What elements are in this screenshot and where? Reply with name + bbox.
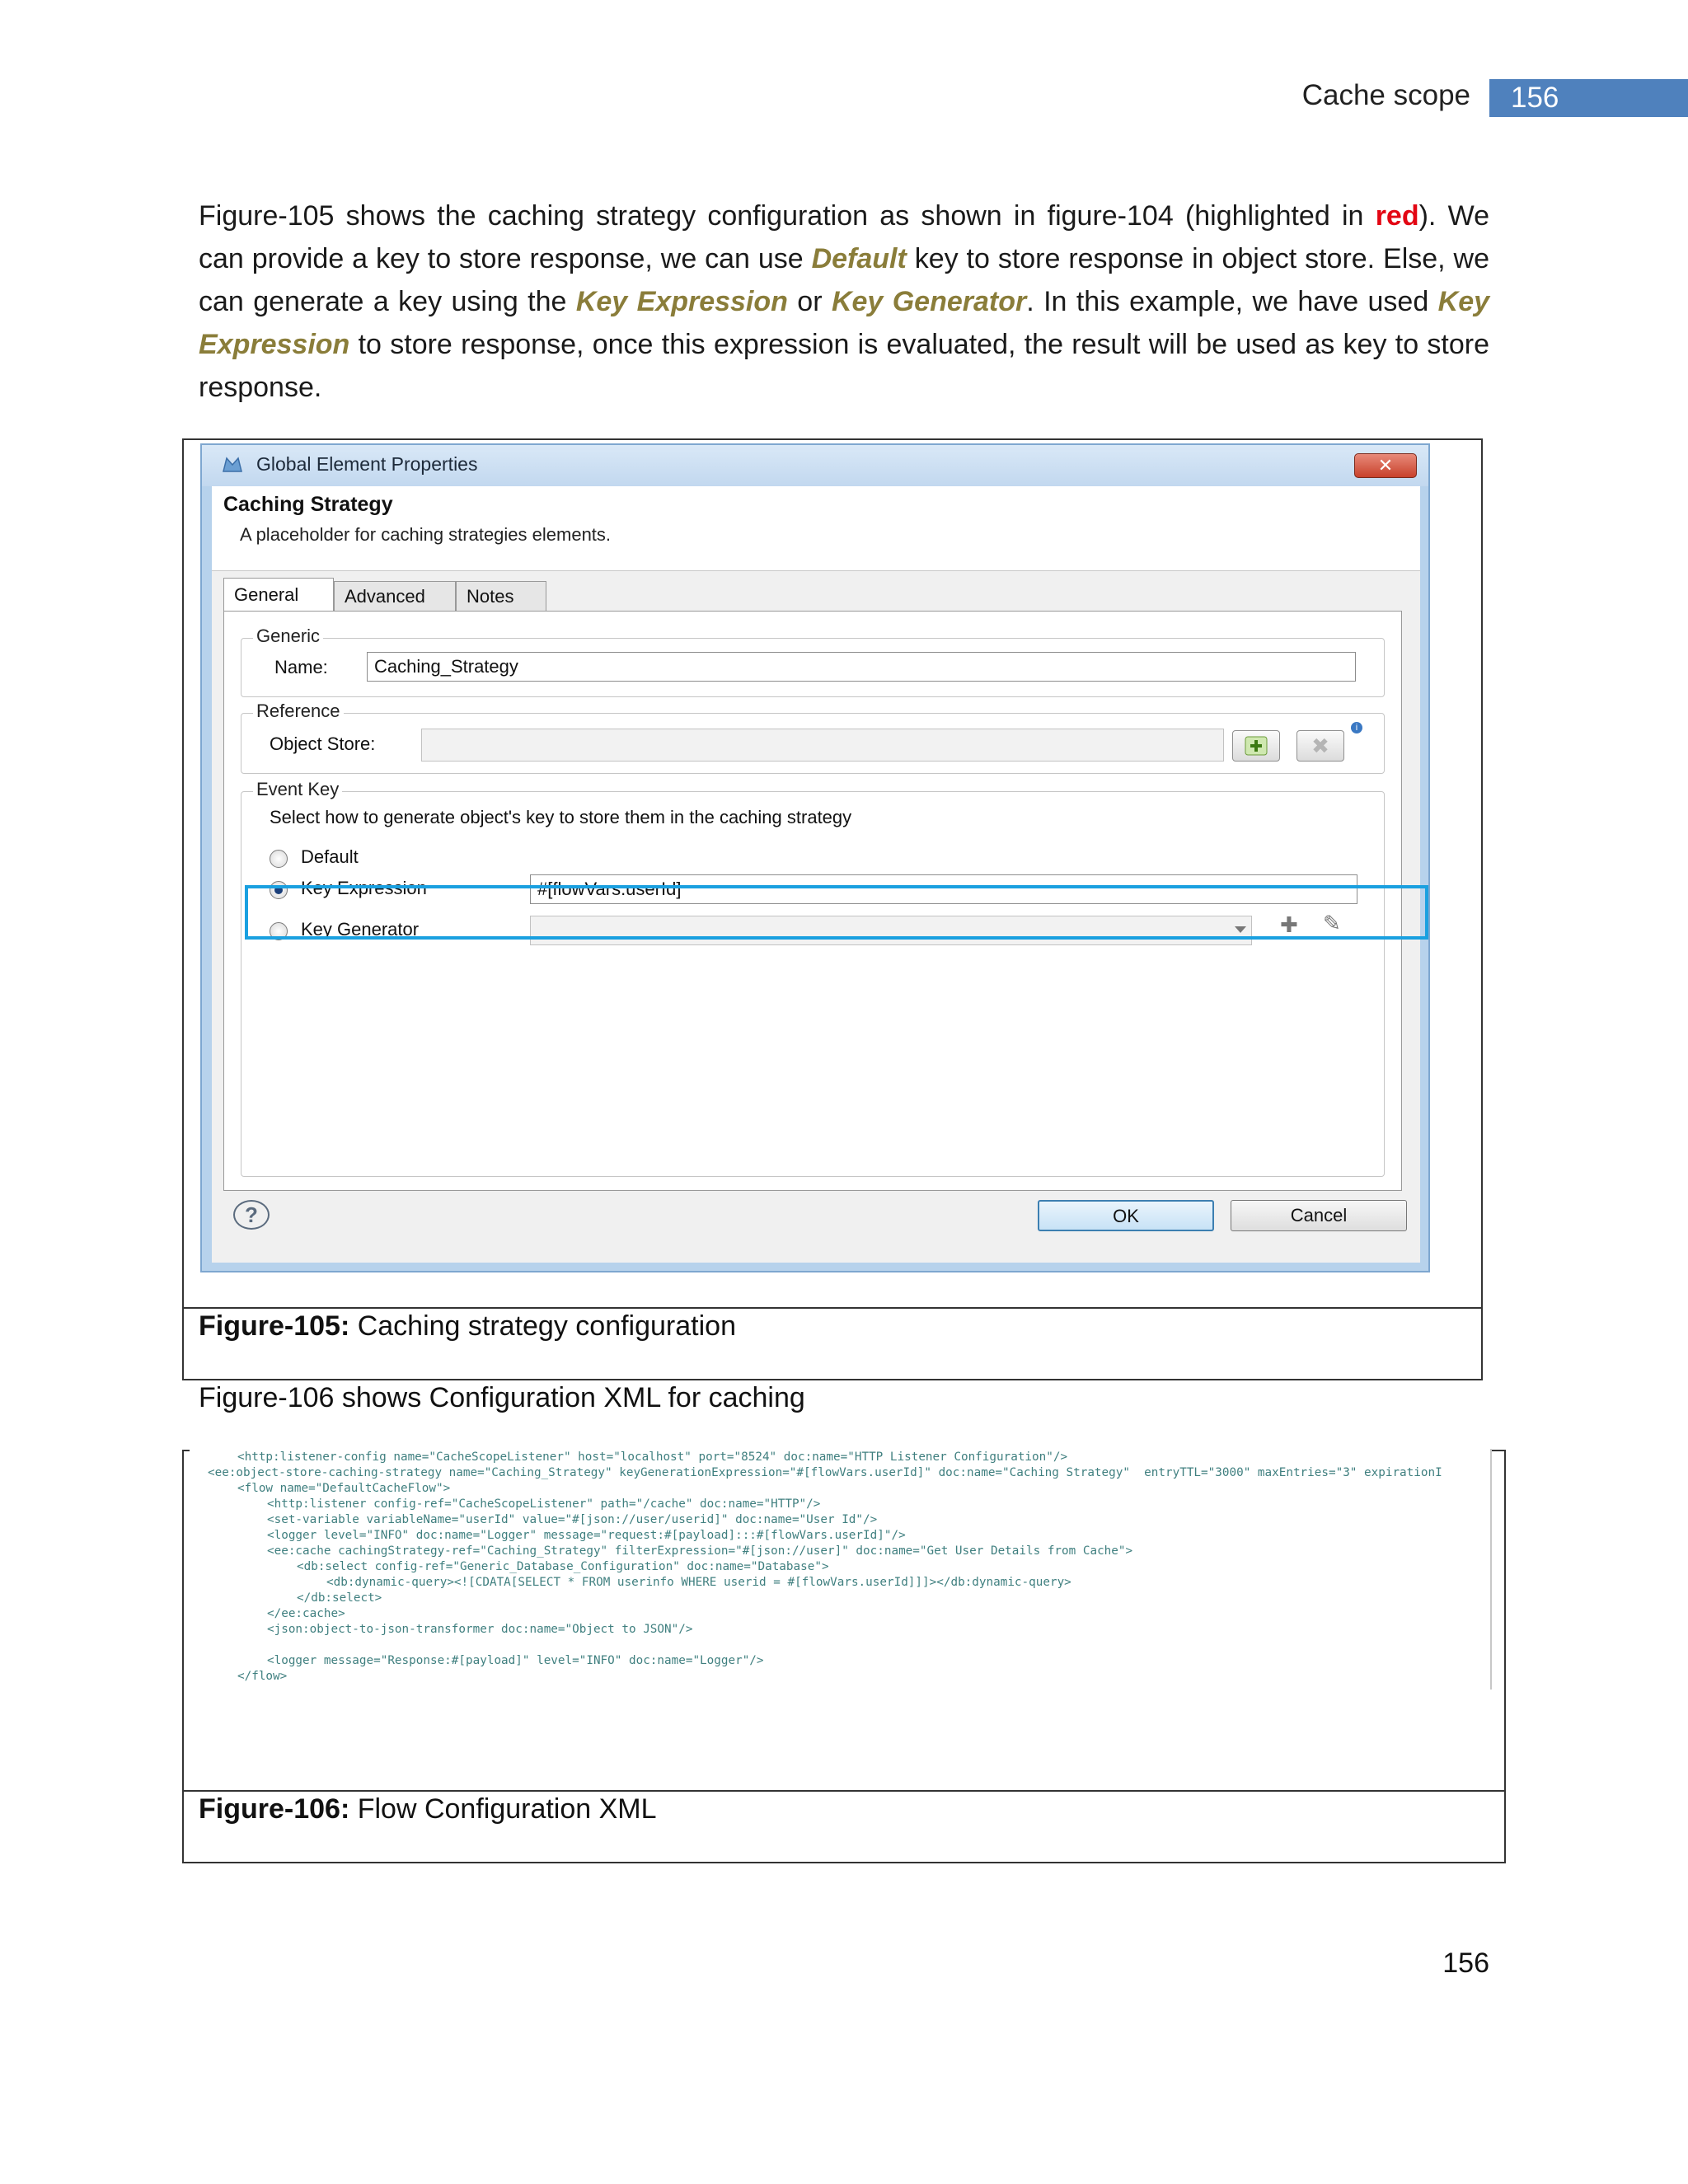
tab-general[interactable]: General	[223, 578, 334, 611]
page-number-badge: 156	[1489, 79, 1688, 117]
event-key-group-label: Event Key	[253, 779, 342, 800]
intro-text-6: to store response, once this expression is evaluated, the result will be used as key to store response.	[199, 329, 1489, 403]
figure-106-intro: Figure-106 shows Configuration XML for caching	[199, 1382, 805, 1413]
code-line: <set-variable variableName="userId" value="#[json://user/userid]" doc:name="User Id"/>	[267, 1513, 878, 1526]
reference-group	[241, 701, 1385, 774]
tab-advanced[interactable]: Advanced	[334, 581, 456, 611]
code-line: <logger message="Response:#[payload]" level="INFO" doc:name="Logger"/>	[267, 1654, 764, 1667]
intro-red-word: red	[1375, 200, 1419, 232]
footer-page-number: 156	[1442, 1947, 1489, 1979]
intro-text-3: key to store response in object store. Else, we can generate a key using the	[199, 243, 1489, 317]
intro-text-1: Figure-105 shows the caching strategy configuration as shown in figure-104 (highlighted in	[199, 200, 1376, 232]
code-line: <logger level="INFO" doc:name="Logger" message="request:#[payload]:::#[flowVars.userId]"/>	[267, 1529, 906, 1542]
dialog-body	[212, 486, 1420, 1263]
plus-icon	[1242, 735, 1270, 757]
dialog-heading: Caching Strategy	[223, 493, 393, 516]
object-store-label: Object Store:	[270, 733, 376, 754]
close-button[interactable]	[1354, 453, 1417, 478]
code-scroll-rail	[1490, 1449, 1492, 1690]
intro-key-generator-term: Key Generator	[831, 286, 1027, 317]
code-line: <http:listener config-ref="CacheScopeListener" path="/cache" doc:name="HTTP"/>	[267, 1497, 821, 1511]
name-label: Name:	[274, 657, 328, 677]
code-line: <ee:cache cachingStrategy-ref="Caching_Strategy" filterExpression="#[json://user]" doc:name="Get User Details from Cache">	[267, 1544, 1133, 1558]
mule-app-icon	[222, 455, 243, 475]
help-icon: ?	[245, 1202, 258, 1227]
intro-text-2: ). We can provide a key to store response, we can use	[199, 200, 1489, 274]
figure-105-caption-text: Caching strategy configuration	[349, 1310, 736, 1342]
running-header-title: Cache scope	[1301, 79, 1470, 111]
remove-object-store-button[interactable]	[1296, 730, 1344, 762]
object-store-field[interactable]	[421, 729, 1224, 762]
dialog-window-title: Global Element Properties	[256, 453, 478, 475]
default-radio[interactable]	[270, 850, 288, 868]
intro-default-term: Default	[811, 243, 907, 274]
code-line: <ee:object-store-caching-strategy name="Caching_Strategy" keyGenerationExpression="#[flowVars.userId]" doc:name="Caching Strategy" entryTTL="3000" maxEntries="3" expirationI	[208, 1466, 1442, 1479]
code-line: </ee:cache>	[267, 1607, 345, 1620]
code-line: <db:select config-ref="Generic_Database_Configuration" doc:name="Database">	[297, 1560, 829, 1573]
dialog-header-area	[212, 486, 1420, 571]
cancel-button[interactable]: Cancel	[1231, 1200, 1407, 1231]
figure-106-caption-text: Flow Configuration XML	[349, 1793, 657, 1825]
figure-106-label: Figure-106:	[199, 1793, 350, 1825]
generic-group-label: Generic	[253, 626, 323, 647]
dialog-description: A placeholder for caching strategies elements.	[240, 524, 612, 545]
code-line: <db:dynamic-query><![CDATA[SELECT * FROM userinfo WHERE userid = #[flowVars.userId]]]></db:dynamic-query>	[326, 1576, 1071, 1589]
figure-105-caption-divider	[182, 1307, 1483, 1309]
intro-key-expression-term: Key Expression	[575, 286, 788, 317]
key-expression-radio-label: Key Expression	[301, 878, 427, 898]
xml-code-listing	[190, 1449, 1492, 1690]
dialog-title-bar[interactable]	[202, 445, 1428, 486]
event-key-group	[241, 779, 1385, 1177]
add-object-store-button[interactable]	[1232, 730, 1280, 762]
intro-text-4: or	[787, 286, 832, 317]
tab-notes[interactable]: Notes	[456, 581, 546, 611]
event-key-description: Select how to generate object's key to store them in the caching strategy	[270, 807, 852, 827]
name-field[interactable]: Caching_Strategy	[367, 652, 1356, 682]
key-generator-radio-label: Key Generator	[301, 919, 420, 940]
key-expression-highlight-box	[245, 885, 1428, 940]
figure-106-caption	[199, 1793, 657, 1825]
intro-key-expression-term-2: Key Expression	[199, 286, 1490, 360]
edit-key-generator-icon[interactable]: ✎	[1323, 911, 1341, 935]
reference-group-label: Reference	[253, 701, 344, 722]
add-key-generator-icon[interactable]: ✚	[1280, 912, 1298, 937]
close-icon: ✕	[1377, 455, 1394, 476]
code-gutter	[190, 1449, 204, 1690]
figure-106-caption-divider	[182, 1790, 1506, 1792]
remove-icon: ✖	[1311, 733, 1329, 758]
code-line: <json:object-to-json-transformer doc:name="Object to JSON"/>	[267, 1623, 693, 1636]
intro-paragraph	[199, 194, 1489, 409]
code-line: </db:select>	[297, 1591, 382, 1605]
ok-button[interactable]: OK	[1038, 1200, 1214, 1231]
generic-group	[241, 626, 1385, 697]
help-button[interactable]	[233, 1200, 270, 1230]
key-expression-field[interactable]: #[flowVars.userId]	[530, 874, 1357, 904]
default-radio-label: Default	[301, 846, 359, 867]
global-element-properties-dialog	[200, 443, 1430, 1272]
figure-105-label: Figure-105:	[199, 1310, 350, 1342]
info-icon: i	[1351, 722, 1362, 733]
figure-105-caption	[199, 1310, 736, 1343]
code-line: <http:listener-config name="CacheScopeListener" host="localhost" port="8524" doc:name="HTTP Listener Configuration"/>	[237, 1451, 1068, 1464]
code-line: <flow name="DefaultCacheFlow">	[237, 1482, 451, 1495]
code-line: </flow>	[237, 1670, 288, 1683]
intro-text-5: . In this example, we have used	[1026, 286, 1438, 317]
